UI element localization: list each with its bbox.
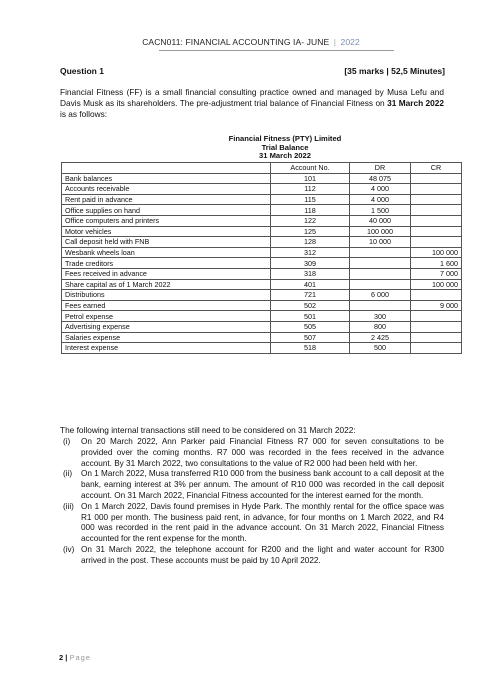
- debit-amount: 4 000: [350, 184, 411, 195]
- table-row: [62, 226, 462, 237]
- trial-balance-date: 31 March 2022: [259, 151, 311, 161]
- account-number: 309: [271, 258, 350, 269]
- account-number: 318: [271, 268, 350, 279]
- credit-amount: [411, 311, 462, 322]
- credit-amount: [411, 290, 462, 301]
- credit-amount: [411, 173, 462, 184]
- table-row: [62, 290, 462, 301]
- debit-amount: [350, 268, 411, 279]
- item-text: On 1 March 2022, Davis found premises in Hyde Park. The monthly rental for the office space was R1 000 per month. The business paid rent, in advance, for four months on 1 March 2022, and R4 000 was recorded in the rent paid in the advance account. On 31 March 2022, Financial Fitness accounted for the rent expense for the month.: [81, 501, 444, 544]
- debit-amount: [350, 279, 411, 290]
- account-name: Rent paid in advance: [62, 194, 271, 205]
- account-number: 312: [271, 247, 350, 258]
- item-number: (iv): [63, 544, 75, 554]
- account-name: Interest expense: [62, 343, 271, 354]
- account-number: 507: [271, 332, 350, 343]
- account-name: Accounts receivable: [62, 184, 271, 195]
- debit-amount: 48 075: [350, 173, 411, 184]
- credit-amount: [411, 226, 462, 237]
- table-row: [62, 279, 462, 290]
- account-name: Salaries expense: [62, 332, 271, 343]
- trial-balance-heading: [190, 135, 380, 161]
- intro-paragraph: [60, 87, 444, 121]
- credit-amount: [411, 205, 462, 216]
- account-name: Petrol expense: [62, 311, 271, 322]
- account-number: 115: [271, 194, 350, 205]
- credit-amount: 9 000: [411, 300, 462, 311]
- account-name: Call deposit held with FNB: [62, 237, 271, 248]
- transaction-item: [60, 469, 444, 501]
- table-row: [62, 247, 462, 258]
- column-header: CR: [411, 163, 462, 174]
- account-name: Bank balances: [62, 173, 271, 184]
- item-text: On 31 March 2022, the telephone account for R200 and the light and water account for R300 arrived in the post. These accounts must be paid by 10 April 2022.: [81, 544, 444, 565]
- account-name: Office computers and printers: [62, 215, 271, 226]
- account-name: Fees earned: [62, 300, 271, 311]
- debit-amount: 1 500: [350, 205, 411, 216]
- debit-amount: 500: [350, 343, 411, 354]
- item-number: (ii): [63, 469, 73, 479]
- credit-amount: [411, 321, 462, 332]
- credit-amount: [411, 332, 462, 343]
- debit-amount: [350, 300, 411, 311]
- account-number: 125: [271, 226, 350, 237]
- account-name: Advertising expense: [62, 321, 271, 332]
- credit-amount: [411, 215, 462, 226]
- company-name: Financial Fitness (PTY) Limited: [228, 134, 342, 143]
- credit-amount: 100 000: [411, 279, 462, 290]
- table-row: [62, 205, 462, 216]
- debit-amount: 6 000: [350, 290, 411, 301]
- debit-amount: 800: [350, 321, 411, 332]
- intro-date: 31 March 2022: [387, 98, 444, 109]
- account-number: 122: [271, 215, 350, 226]
- account-name: Distributions: [62, 290, 271, 301]
- transaction-item: [60, 502, 444, 545]
- column-header: [62, 163, 271, 174]
- column-header: DR: [350, 163, 411, 174]
- table-row: [62, 194, 462, 205]
- header-separator: |: [333, 37, 337, 47]
- credit-amount: [411, 237, 462, 248]
- transactions-list: [60, 437, 444, 567]
- account-number: 505: [271, 321, 350, 332]
- account-name: Fees received in advance: [62, 268, 271, 279]
- credit-amount: 100 000: [411, 247, 462, 258]
- course-header: CACN011: FINANCIAL ACCOUNTING IA- JUNE: [142, 37, 330, 47]
- page-footer: [59, 653, 91, 662]
- debit-amount: 2 425: [350, 332, 411, 343]
- account-number: 128: [271, 237, 350, 248]
- table-row: [62, 184, 462, 195]
- credit-amount: [411, 184, 462, 195]
- account-number: 118: [271, 205, 350, 216]
- table-header-row: [62, 163, 462, 174]
- account-number: 502: [271, 300, 350, 311]
- account-name: Trade creditors: [62, 258, 271, 269]
- credit-amount: 1 600: [411, 258, 462, 269]
- column-header: Account No.: [271, 163, 350, 174]
- question-marks: [35 marks | 52,5 Minutes]: [344, 66, 445, 76]
- credit-amount: 7 000: [411, 268, 462, 279]
- page-header: [0, 37, 502, 47]
- item-text: On 1 March 2022, Musa transferred R10 000 from the business bank account to a call deposit at the bank, earning interest at 3% per annum. The amount of R10 000 was recorded in the call deposit account. On 31 March 2022, Financial Fitness accounted for the interest earned for the month.: [81, 469, 444, 500]
- account-number: 401: [271, 279, 350, 290]
- item-number: (iii): [63, 501, 74, 511]
- debit-amount: 4 000: [350, 194, 411, 205]
- item-text: On 20 March 2022, Ann Parker paid Financial Fitness R7 000 for seven consultations to be provided over the coming months. R7 000 was recorded in the fees received in the advance account. By 31 March 2022, two consultations to the value of R2 000 had been held with her.: [81, 437, 444, 468]
- table-row: [62, 300, 462, 311]
- credit-amount: [411, 194, 462, 205]
- debit-amount: [350, 247, 411, 258]
- account-name: Office supplies on hand: [62, 205, 271, 216]
- debit-amount: 300: [350, 311, 411, 322]
- header-year: 2022: [340, 37, 360, 47]
- table-row: [62, 332, 462, 343]
- account-number: 101: [271, 173, 350, 184]
- account-name: Motor vehicles: [62, 226, 271, 237]
- intro-text-end: is as follows:: [60, 109, 108, 120]
- account-name: Share capital as of 1 March 2022: [62, 279, 271, 290]
- account-number: 518: [271, 343, 350, 354]
- trial-balance-table: [61, 162, 462, 354]
- table-row: [62, 173, 462, 184]
- account-number: 112: [271, 184, 350, 195]
- table-row: [62, 311, 462, 322]
- table-row: [62, 215, 462, 226]
- account-name: Wesbank wheels loan: [62, 247, 271, 258]
- header-rule: [159, 50, 394, 51]
- trial-balance-title: Trial Balance: [261, 142, 309, 152]
- item-number: (i): [63, 437, 71, 446]
- transactions-intro: The following internal transactions still need to be considered on 31 March 2022:: [60, 425, 356, 435]
- transaction-item: [60, 545, 444, 567]
- transaction-item: [60, 437, 444, 469]
- table-row: [62, 321, 462, 332]
- account-number: 721: [271, 290, 350, 301]
- debit-amount: [350, 258, 411, 269]
- table-row: [62, 343, 462, 354]
- page-label: Page: [69, 653, 91, 662]
- credit-amount: [411, 343, 462, 354]
- debit-amount: 100 000: [350, 226, 411, 237]
- table-row: [62, 237, 462, 248]
- page-number: 2 |: [59, 653, 68, 662]
- table-row: [62, 268, 462, 279]
- question-title: Question 1: [60, 66, 104, 76]
- debit-amount: 40 000: [350, 215, 411, 226]
- account-number: 501: [271, 311, 350, 322]
- intro-text: Financial Fitness (FF) is a small financial consulting practice owned and managed by Musa Lefu and Davis Musk as its shareholders. The pre-adjustment trial balance of Financial Fitness on: [60, 87, 444, 109]
- table-row: [62, 258, 462, 269]
- debit-amount: 10 000: [350, 237, 411, 248]
